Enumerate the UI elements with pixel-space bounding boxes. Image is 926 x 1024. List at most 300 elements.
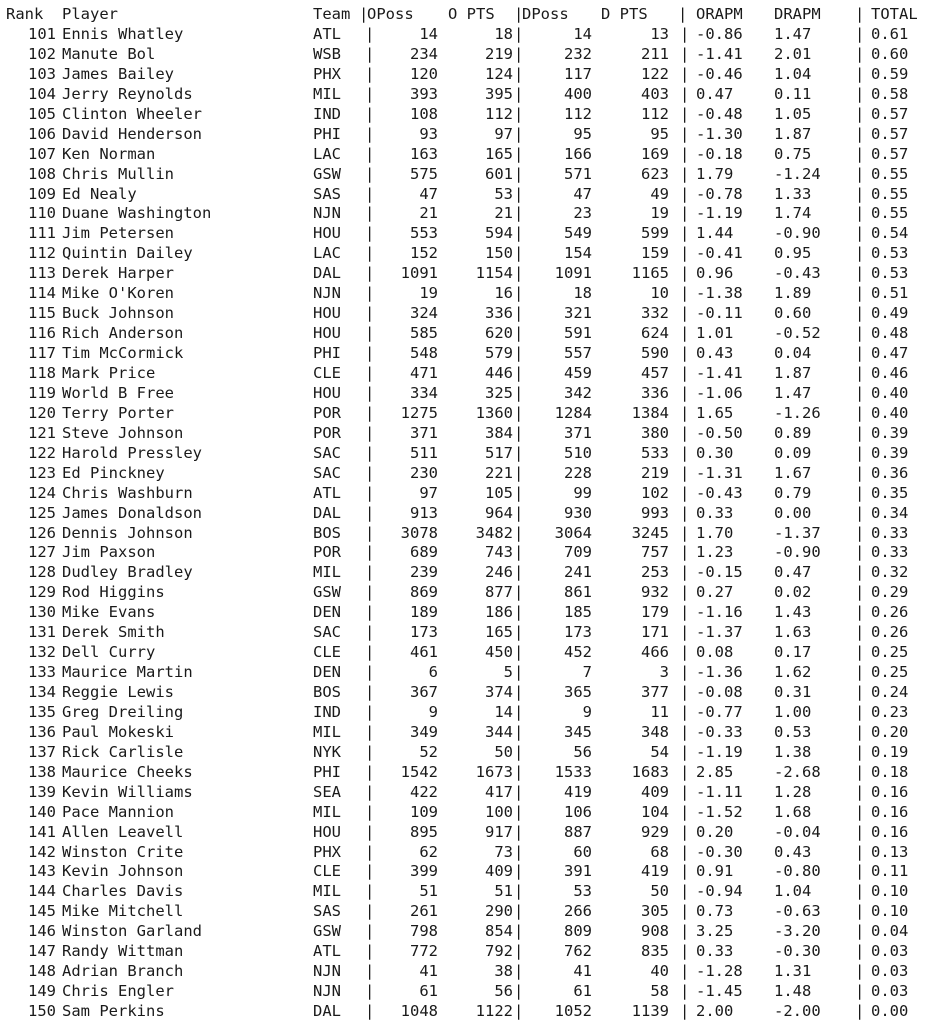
opts-value: 344 — [485, 722, 513, 741]
rank-cell: 132 — [28, 643, 56, 662]
table-row — [0, 742, 926, 762]
rank-cell: 115 — [28, 304, 56, 323]
table-row — [0, 941, 926, 961]
orapm-value: -0.94 — [696, 882, 743, 901]
total-value: 0.19 — [871, 742, 909, 761]
opts-value: 221 — [485, 463, 513, 482]
column-separator: | — [365, 104, 375, 123]
player-name: Ken Norman — [62, 144, 156, 163]
table-row — [0, 403, 926, 423]
rank-cell: 118 — [28, 363, 56, 382]
column-separator: | — [680, 962, 690, 981]
rank-cell: 109 — [28, 184, 56, 203]
column-separator: | — [680, 324, 690, 343]
opts-value: 290 — [485, 902, 513, 921]
dposs-value: 47 — [573, 184, 592, 203]
opts-value: 150 — [485, 244, 513, 263]
rank-cell: 137 — [28, 742, 56, 761]
table-row — [0, 223, 926, 243]
dposs-value: 400 — [564, 84, 592, 103]
oposs-value: 548 — [410, 344, 438, 363]
team-code: SAC — [313, 463, 341, 482]
column-separator: | — [680, 523, 690, 542]
oposs-value: 41 — [419, 962, 438, 981]
column-separator: | — [365, 762, 375, 781]
total-value: 0.40 — [871, 403, 909, 422]
rank-cell: 124 — [28, 483, 56, 502]
drapm-value: 1.68 — [774, 802, 812, 821]
drapm-value: 0.47 — [774, 563, 812, 582]
oposs-value: 261 — [410, 902, 438, 921]
column-separator: | — [680, 184, 690, 203]
header-dposs: DPoss — [522, 5, 569, 23]
column-separator: | — [514, 224, 524, 243]
column-separator: | — [855, 483, 865, 502]
player-name: Winston Garland — [62, 922, 202, 941]
column-separator: | — [855, 403, 865, 422]
dpts-value: 95 — [650, 124, 669, 143]
table-row — [0, 263, 926, 283]
column-separator: | — [680, 423, 690, 442]
column-separator: | — [365, 822, 375, 841]
column-separator: | — [365, 164, 375, 183]
orapm-value: -0.15 — [696, 563, 743, 582]
rank-cell: 125 — [28, 503, 56, 522]
total-value: 0.26 — [871, 623, 909, 642]
oposs-value: 869 — [410, 583, 438, 602]
column-separator: | — [680, 463, 690, 482]
column-separator: | — [514, 344, 524, 363]
rank-cell: 122 — [28, 443, 56, 462]
total-value: 0.11 — [871, 862, 909, 881]
column-separator: | — [514, 882, 524, 901]
drapm-value: 1.04 — [774, 882, 812, 901]
column-separator: | — [514, 902, 524, 921]
column-separator: | — [365, 742, 375, 761]
opts-value: 877 — [485, 583, 513, 602]
rank-cell: 134 — [28, 683, 56, 702]
drapm-value: 1.33 — [774, 184, 812, 203]
team-code: SAC — [313, 623, 341, 642]
dposs-value: 709 — [564, 543, 592, 562]
dpts-value: 993 — [641, 503, 669, 522]
rank-cell: 116 — [28, 324, 56, 343]
column-separator: | — [514, 802, 524, 821]
column-separator: | — [514, 862, 524, 881]
dposs-value: 112 — [564, 104, 592, 123]
team-code: PHI — [313, 124, 341, 143]
dposs-value: 232 — [564, 44, 592, 63]
oposs-value: 62 — [419, 842, 438, 861]
column-separator: | — [680, 483, 690, 502]
player-name: Ed Pinckney — [62, 463, 165, 482]
column-separator: | — [855, 583, 865, 602]
orapm-value: -1.37 — [696, 623, 743, 642]
drapm-value: 1.87 — [774, 363, 812, 382]
oposs-value: 422 — [410, 782, 438, 801]
column-separator: | — [365, 643, 375, 662]
dpts-value: 11 — [650, 702, 669, 721]
table-row — [0, 782, 926, 802]
table-row — [0, 503, 926, 523]
dposs-value: 809 — [564, 922, 592, 941]
opts-value: 16 — [494, 284, 513, 303]
team-code: POR — [313, 403, 341, 422]
dposs-value: 173 — [564, 623, 592, 642]
orapm-value: -1.52 — [696, 802, 743, 821]
column-separator: | — [514, 503, 524, 522]
player-name: Winston Crite — [62, 842, 184, 861]
oposs-value: 163 — [410, 144, 438, 163]
orapm-value: 1.79 — [696, 164, 734, 183]
column-separator: | — [855, 64, 865, 83]
column-separator: | — [855, 184, 865, 203]
table-row — [0, 622, 926, 642]
dposs-value: 56 — [573, 742, 592, 761]
column-separator: | — [514, 284, 524, 303]
rank-cell: 121 — [28, 423, 56, 442]
oposs-value: 109 — [410, 802, 438, 821]
orapm-value: -0.18 — [696, 144, 743, 163]
oposs-value: 798 — [410, 922, 438, 941]
rank-cell: 123 — [28, 463, 56, 482]
dposs-value: 9 — [582, 702, 592, 721]
table-header — [0, 4, 926, 24]
dposs-value: 1052 — [554, 1002, 592, 1021]
column-separator: | — [365, 543, 375, 562]
dpts-value: 1139 — [631, 1002, 669, 1021]
rank-cell: 111 — [28, 224, 56, 243]
team-code: PHI — [313, 344, 341, 363]
orapm-value: -1.28 — [696, 962, 743, 981]
player-name: Terry Porter — [62, 403, 174, 422]
column-separator: | — [680, 104, 690, 123]
table-row — [0, 423, 926, 443]
column-separator: | — [680, 882, 690, 901]
column-separator: | — [365, 802, 375, 821]
column-separator: | — [855, 284, 865, 303]
orapm-value: -0.33 — [696, 722, 743, 741]
oposs-value: 9 — [428, 702, 438, 721]
total-value: 0.04 — [871, 922, 909, 941]
column-separator: | — [365, 523, 375, 542]
rank-cell: 148 — [28, 962, 56, 981]
dposs-value: 1533 — [554, 762, 592, 781]
drapm-value: 1.00 — [774, 702, 812, 721]
orapm-value: -1.11 — [696, 782, 743, 801]
dpts-value: 169 — [641, 144, 669, 163]
dposs-value: 365 — [564, 683, 592, 702]
rank-cell: 147 — [28, 942, 56, 961]
team-code: POR — [313, 543, 341, 562]
total-value: 0.59 — [871, 64, 909, 83]
column-separator: | — [365, 443, 375, 462]
column-separator: | — [514, 25, 524, 43]
rank-cell: 101 — [28, 25, 56, 43]
column-separator: | — [365, 144, 375, 163]
opts-value: 73 — [494, 842, 513, 861]
orapm-value: 0.47 — [696, 84, 734, 103]
team-code: DEN — [313, 603, 341, 622]
column-separator: | — [365, 902, 375, 921]
orapm-value: -1.19 — [696, 204, 743, 223]
column-separator: | — [365, 463, 375, 482]
column-separator: | — [855, 304, 865, 323]
team-code: ATL — [313, 25, 341, 43]
oposs-value: 1542 — [400, 762, 438, 781]
opts-value: 384 — [485, 423, 513, 442]
oposs-value: 3078 — [400, 523, 438, 542]
player-name: Derek Harper — [62, 264, 174, 283]
player-name: Tim McCormick — [62, 344, 184, 363]
team-code: DAL — [313, 264, 341, 283]
opts-value: 3482 — [475, 523, 513, 542]
column-separator: | — [514, 264, 524, 283]
rank-cell: 150 — [28, 1002, 56, 1021]
table-row — [0, 822, 926, 842]
total-value: 0.34 — [871, 503, 909, 522]
dpts-value: 3245 — [631, 523, 669, 542]
opts-value: 124 — [485, 64, 513, 83]
oposs-value: 1091 — [400, 264, 438, 283]
header-rank: Rank — [6, 5, 44, 23]
dpts-value: 171 — [641, 623, 669, 642]
column-separator: | — [514, 164, 524, 183]
oposs-value: 324 — [410, 304, 438, 323]
opts-value: 374 — [485, 683, 513, 702]
opts-value: 246 — [485, 563, 513, 582]
opts-value: 38 — [494, 962, 513, 981]
column-separator: | — [514, 742, 524, 761]
total-value: 0.16 — [871, 802, 909, 821]
drapm-value: -2.68 — [774, 762, 821, 781]
total-value: 0.46 — [871, 363, 909, 382]
rank-cell: 103 — [28, 64, 56, 83]
rank-cell: 139 — [28, 782, 56, 801]
player-name: Chris Mullin — [62, 164, 174, 183]
opts-value: 917 — [485, 822, 513, 841]
total-value: 0.47 — [871, 344, 909, 363]
player-name: Charles Davis — [62, 882, 184, 901]
column-separator: | — [514, 722, 524, 741]
drapm-value: 0.00 — [774, 503, 812, 522]
team-code: SAC — [313, 443, 341, 462]
drapm-value: 1.87 — [774, 124, 812, 143]
table-row — [0, 343, 926, 363]
table-row — [0, 861, 926, 881]
column-separator: | — [855, 363, 865, 382]
dposs-value: 241 — [564, 563, 592, 582]
table-row — [0, 303, 926, 323]
column-separator: | — [855, 264, 865, 283]
orapm-value: -1.06 — [696, 383, 743, 402]
dpts-value: 19 — [650, 204, 669, 223]
drapm-value: 0.75 — [774, 144, 812, 163]
rank-cell: 142 — [28, 842, 56, 861]
table-row — [0, 44, 926, 64]
orapm-value: 0.96 — [696, 264, 734, 283]
player-name: Mike Mitchell — [62, 902, 184, 921]
dpts-value: 10 — [650, 284, 669, 303]
team-code: BOS — [313, 683, 341, 702]
column-separator: | — [680, 443, 690, 462]
player-name: Rich Anderson — [62, 324, 184, 343]
dpts-value: 908 — [641, 922, 669, 941]
team-code: NJN — [313, 982, 341, 1001]
player-name: Maurice Martin — [62, 663, 193, 682]
oposs-value: 61 — [419, 982, 438, 1001]
column-separator: | — [855, 324, 865, 343]
dpts-value: 332 — [641, 304, 669, 323]
dpts-value: 623 — [641, 164, 669, 183]
column-separator: | — [514, 403, 524, 422]
column-separator: | — [855, 802, 865, 821]
table-row — [0, 243, 926, 263]
column-separator: | — [514, 363, 524, 382]
column-separator: | — [365, 563, 375, 582]
orapm-value: 1.44 — [696, 224, 734, 243]
drapm-value: -0.52 — [774, 324, 821, 343]
orapm-value: 0.33 — [696, 942, 734, 961]
column-separator: | — [680, 623, 690, 642]
column-separator: | — [855, 25, 865, 43]
dposs-value: 371 — [564, 423, 592, 442]
column-separator: | — [365, 124, 375, 143]
column-separator: | — [514, 84, 524, 103]
total-value: 0.39 — [871, 443, 909, 462]
opts-value: 446 — [485, 363, 513, 382]
total-value: 0.36 — [871, 463, 909, 482]
column-separator: | — [855, 383, 865, 402]
column-separator: | — [680, 363, 690, 382]
column-separator: | — [365, 244, 375, 263]
drapm-value: 0.89 — [774, 423, 812, 442]
drapm-value: -1.26 — [774, 403, 821, 422]
oposs-value: 152 — [410, 244, 438, 263]
column-separator: | — [680, 224, 690, 243]
orapm-value: -1.38 — [696, 284, 743, 303]
dpts-value: 102 — [641, 483, 669, 502]
player-name: Quintin Dailey — [62, 244, 193, 263]
total-value: 0.55 — [871, 204, 909, 223]
rank-cell: 138 — [28, 762, 56, 781]
dpts-value: 419 — [641, 862, 669, 881]
table-row — [0, 323, 926, 343]
dposs-value: 60 — [573, 842, 592, 861]
drapm-value: 1.05 — [774, 104, 812, 123]
total-value: 0.29 — [871, 583, 909, 602]
table-row — [0, 283, 926, 303]
dpts-value: 40 — [650, 962, 669, 981]
dpts-value: 409 — [641, 782, 669, 801]
team-code: POR — [313, 423, 341, 442]
column-separator: | — [855, 663, 865, 682]
column-separator: | — [678, 5, 688, 23]
table-row — [0, 104, 926, 124]
oposs-value: 108 — [410, 104, 438, 123]
player-name: Jim Petersen — [62, 224, 174, 243]
dposs-value: 95 — [573, 124, 592, 143]
total-value: 0.48 — [871, 324, 909, 343]
table-row — [0, 203, 926, 223]
column-separator: | — [365, 344, 375, 363]
team-code: PHX — [313, 64, 341, 83]
drapm-value: -0.80 — [774, 862, 821, 881]
column-separator: | — [855, 164, 865, 183]
oposs-value: 47 — [419, 184, 438, 203]
dposs-value: 61 — [573, 982, 592, 1001]
total-value: 0.39 — [871, 423, 909, 442]
total-value: 0.33 — [871, 543, 909, 562]
opts-value: 620 — [485, 324, 513, 343]
table-row — [0, 84, 926, 104]
rank-cell: 119 — [28, 383, 56, 402]
player-name: Dudley Bradley — [62, 563, 193, 582]
column-separator: | — [365, 1002, 375, 1021]
column-separator: | — [514, 942, 524, 961]
total-value: 0.35 — [871, 483, 909, 502]
table-row — [0, 802, 926, 822]
team-code: CLE — [313, 363, 341, 382]
table-row — [0, 682, 926, 702]
opts-value: 964 — [485, 503, 513, 522]
total-value: 0.10 — [871, 882, 909, 901]
drapm-value: 1.38 — [774, 742, 812, 761]
total-value: 0.16 — [871, 782, 909, 801]
drapm-value: 1.04 — [774, 64, 812, 83]
column-separator: | — [365, 363, 375, 382]
column-separator: | — [365, 25, 375, 43]
team-code: NJN — [313, 284, 341, 303]
oposs-value: 913 — [410, 503, 438, 522]
column-separator: | — [680, 762, 690, 781]
column-separator: | — [855, 683, 865, 702]
player-name: Kevin Williams — [62, 782, 193, 801]
column-separator: | — [855, 563, 865, 582]
team-code: HOU — [313, 304, 341, 323]
rank-cell: 135 — [28, 702, 56, 721]
table-row — [0, 463, 926, 483]
orapm-value: 0.27 — [696, 583, 734, 602]
table-row — [0, 443, 926, 463]
total-value: 0.57 — [871, 124, 909, 143]
rank-cell: 102 — [28, 44, 56, 63]
orapm-value: -0.77 — [696, 702, 743, 721]
drapm-value: 1.74 — [774, 204, 812, 223]
dpts-value: 219 — [641, 463, 669, 482]
total-value: 0.00 — [871, 1002, 909, 1021]
opts-value: 336 — [485, 304, 513, 323]
oposs-value: 367 — [410, 683, 438, 702]
drapm-value: 0.04 — [774, 344, 812, 363]
opts-value: 14 — [494, 702, 513, 721]
column-separator: | — [514, 683, 524, 702]
total-value: 0.40 — [871, 383, 909, 402]
drapm-value: 0.17 — [774, 643, 812, 662]
total-value: 0.55 — [871, 184, 909, 203]
dposs-value: 930 — [564, 503, 592, 522]
column-separator: | — [680, 902, 690, 921]
orapm-value: 1.70 — [696, 523, 734, 542]
dpts-value: 1384 — [631, 403, 669, 422]
opts-value: 1122 — [475, 1002, 513, 1021]
column-separator: | — [680, 563, 690, 582]
column-separator: | — [680, 942, 690, 961]
oposs-value: 334 — [410, 383, 438, 402]
column-separator: | — [855, 603, 865, 622]
opts-value: 186 — [485, 603, 513, 622]
drapm-value: 0.53 — [774, 722, 812, 741]
